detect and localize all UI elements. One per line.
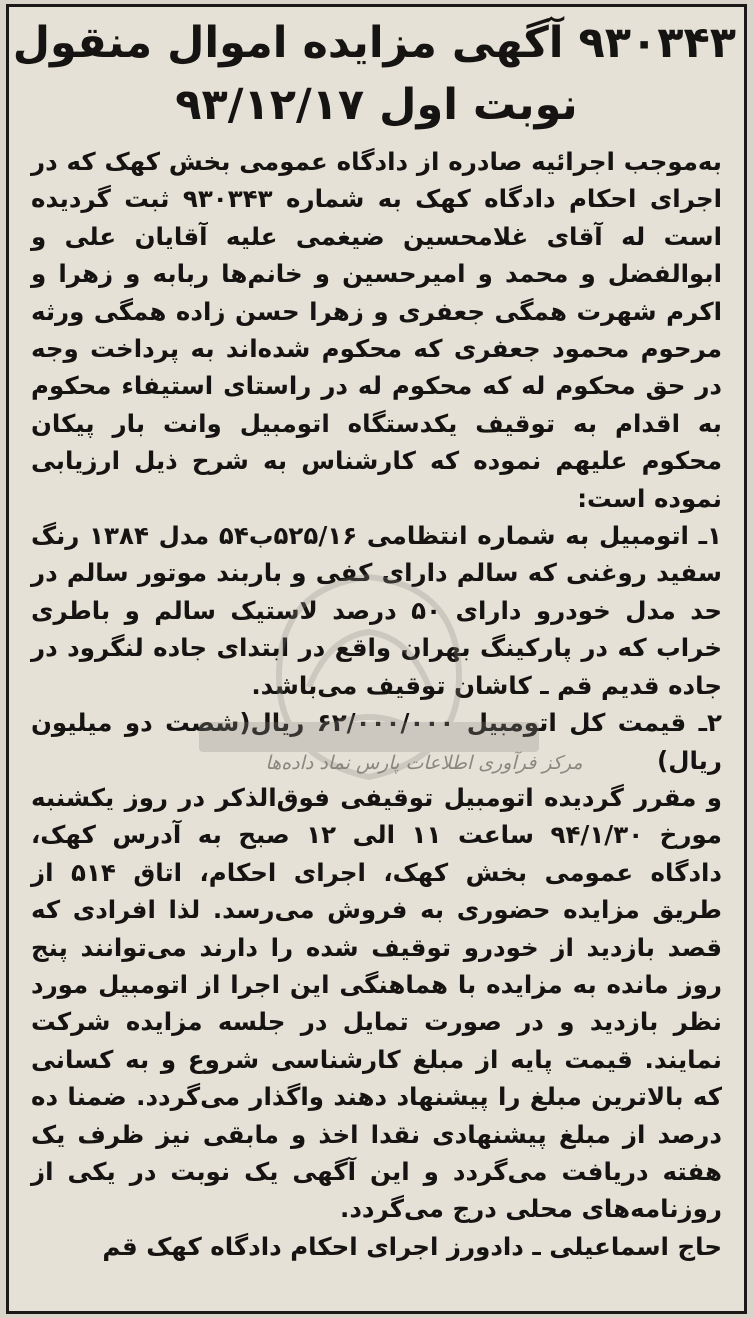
notice-body: [9, 131, 744, 1228]
watermark-caption: مرکز فرآوری اطلاعات پارس نماد داده‌ها: [265, 752, 583, 774]
notice-signature: حاج اسماعیلی ـ دادورز اجرای احکام دادگاه کهک قم: [102, 1231, 722, 1261]
notice-paragraph-vehicle: ۱ـ اتومبیل به شماره انتظامی ۵۲۵/۱۶ب۵۴ مدل ۱۳۸۴ رنگ سفید روغنی که سالم دارای کفی و باربند موتور سالم در حد مدل خودرو دارای ۵۰ درصد لاستیک سالم و باطری خراب که در پارکینگ بهران واقع در ابتدای جاده لنگرود در جاده قدیم قم ـ کاشان توقیف می‌باشد.: [31, 521, 723, 700]
newspaper-notice: [6, 4, 747, 1314]
notice-paragraph-intro: به‌موجب اجرائیه صادره از دادگاه عمومی بخش کهک که در اجرای احکام دادگاه کهک به شماره ۹۳۰۳۴۳ ثبت گردیده است له آقای غلامحسین ضیغمی علیه آقایان علی و ابوالفضل و محمد و امیرحسین و خانم‌ها ربابه و زهرا و اکرم شهرت همگی جعفری و زهرا حسن زاده همگی ورثه مرحوم محمود جعفری که محکوم شده‌اند به پرداخت وجه در حق محکوم له که محکوم له در راستای استیفاء محکوم به اقدام به توقیف یکدستگاه اتومبیل وانت بار پیکان محکوم علیهم نموده که کارشناس به شرح ذیل ارزیابی نموده است:: [31, 147, 723, 513]
notice-paragraph-price: ۲ـ قیمت کل اتومبیل ۶۲/۰۰۰/۰۰۰ ریال(شصت دو میلیون ریال): [31, 708, 722, 775]
notice-title-line-1: ۹۳۰۳۴۳ آگهی مزایده اموال منقول: [12, 18, 736, 68]
notice-title-line-2: نوبت اول ۹۳/۱۲/۱۷: [175, 80, 578, 130]
notice-paragraph-auction-terms: و مقرر گردیده اتومبیل توقیفی فوق‌الذکر در روز یکشنبه مورخ ۹۴/۱/۳۰ ساعت ۱۱ الی ۱۲ صبح به آدرس کهک، دادگاه عمومی بخش کهک، اجرای احکام، اتاق ۵۱۴ از طریق مزایده حضوری به فروش می‌رسد. لذا افرادی که قصد بازدید از خودرو توقیف شده را دارند می‌توانند پنج روز مانده به مزایده با هماهنگی این اجرا از اتومبیل مورد نظر بازدید و در صورت تمایل در جلسه مزایده شرکت نمایند. قیمت پایه از مبلغ کارشناسی شروع و به کسانی که بالاترین مبلغ را پیشنهاد دهند واگذار می‌گردد. ضمنا ده درصد از مبلغ پیشنهادی نقدا اخذ و مابقی نیز ظرف یک هفته دریافت می‌گردد و این آگهی یک نوبت در یکی از روزنامه‌های محلی درج می‌گردد.: [31, 782, 722, 1224]
